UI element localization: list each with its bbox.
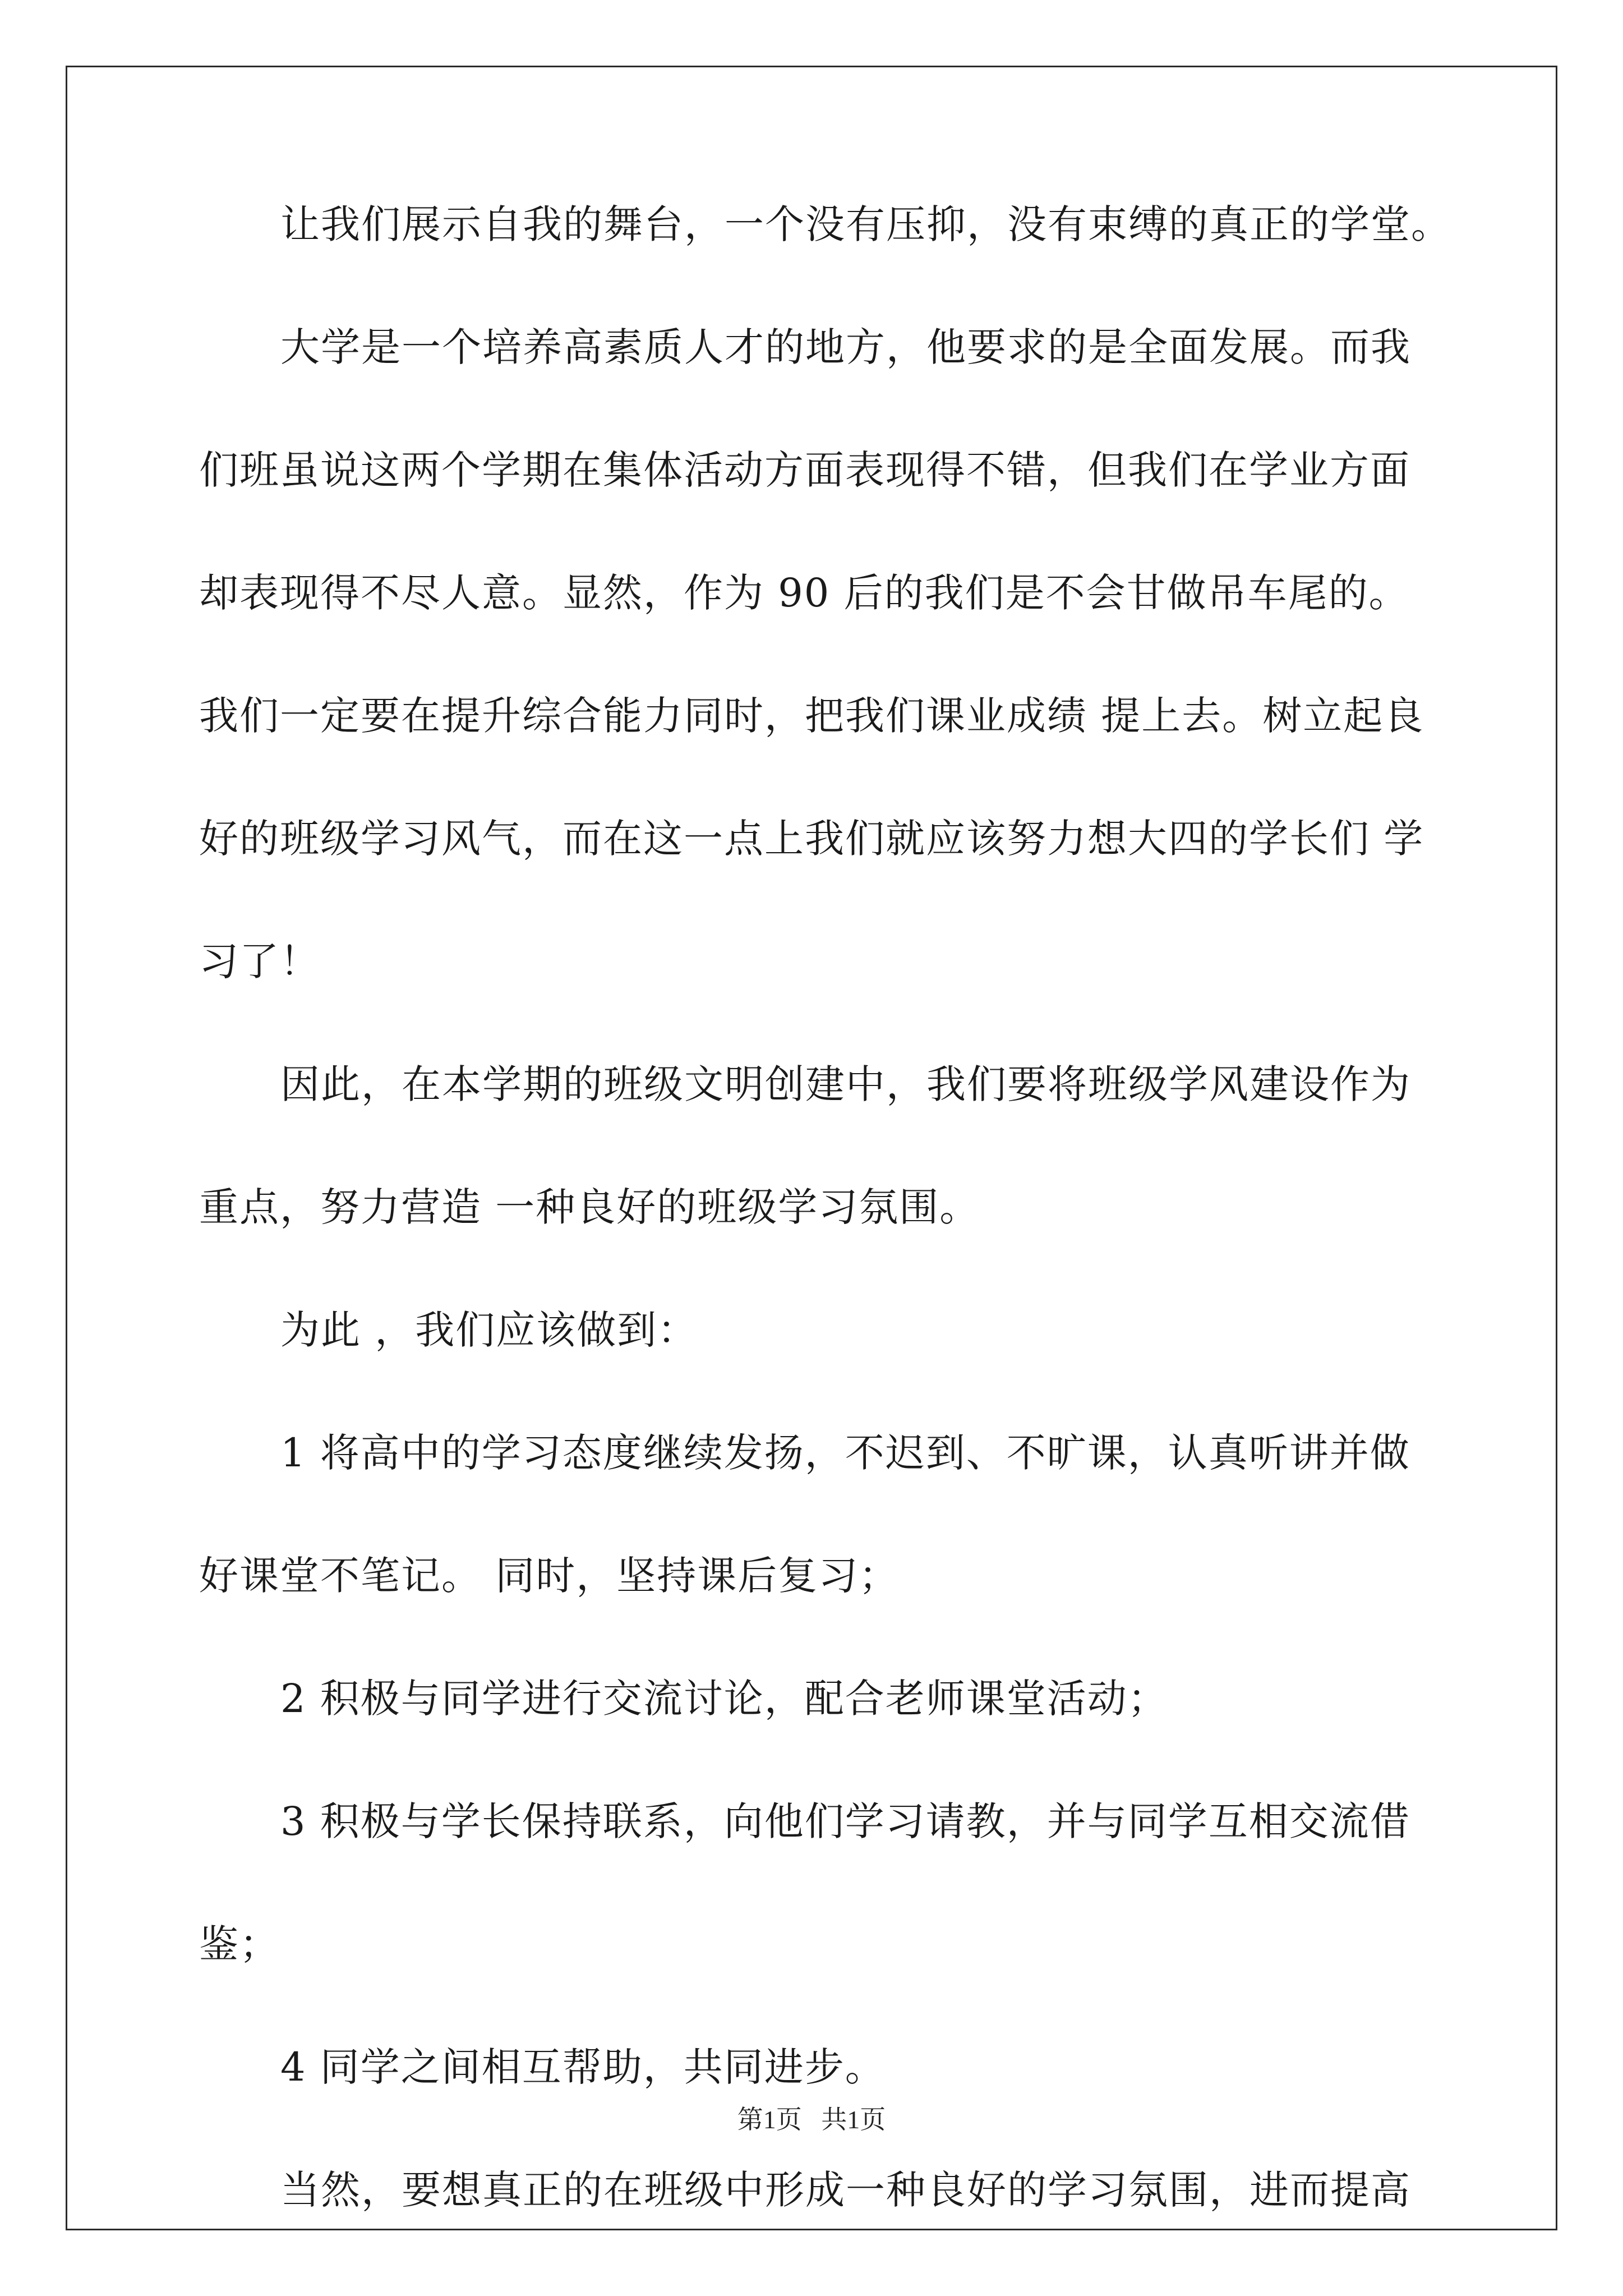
paragraph-line: 3 积极与学长保持联系，向他们学习请教，并与同学互相交流借 [280, 1798, 1410, 1844]
paragraph-line: 大学是一个培养高素质人才的地方，他要求的是全面发展。而我 [280, 324, 1411, 370]
page-number: 第1页 [737, 2105, 802, 2134]
paragraph-line: 重点，努力营造 一种良好的班级学习氛围。 [199, 1184, 980, 1230]
paragraph-line: 4 同学之间相互帮助，共同进步。 [280, 2044, 886, 2090]
paragraph-line: 我们一定要在提升综合能力同时，把我们课业成绩 提上去。树立起良 [199, 693, 1424, 739]
page-border [66, 66, 1557, 2230]
paragraph-line: 2 积极与同学进行交流讨论，配合老师课堂活动； [280, 1676, 1168, 1722]
paragraph-line: 1 将高中的学习态度继续发扬，不迟到、不旷课，认真听讲并做 [280, 1430, 1410, 1476]
page-footer [0, 2099, 1623, 2136]
paragraph-line: 鉴； [199, 1921, 280, 1967]
page-total: 共1页 [821, 2105, 886, 2134]
paragraph-line: 当然，要想真正的在班级中形成一种良好的学习氛围，进而提高 [280, 2167, 1411, 2213]
paragraph-line: 们班虽说这两个学期在集体活动方面表现得不错，但我们在学业方面 [199, 447, 1410, 493]
paragraph-line: 为此 ，我们应该做到： [280, 1307, 698, 1353]
paragraph-line: 却表现得不尽人意。显然，作为 90 后的我们是不会甘做吊车尾的。 [199, 570, 1409, 616]
paragraph-line: 因此，在本学期的班级文明创建中，我们要将班级学风建设作为 [280, 1061, 1411, 1107]
paragraph-line: 习了！ [199, 938, 320, 984]
paragraph-line: 好的班级学习风气，而在这一点上我们就应该努力想大四的学长们 学 [199, 816, 1424, 862]
paragraph-line: 让我们展示自我的舞台，一个没有压抑，没有束缚的真正的学堂。 [280, 201, 1451, 247]
paragraph-line: 好课堂不笔记。 同时，坚持课后复习； [199, 1553, 900, 1599]
